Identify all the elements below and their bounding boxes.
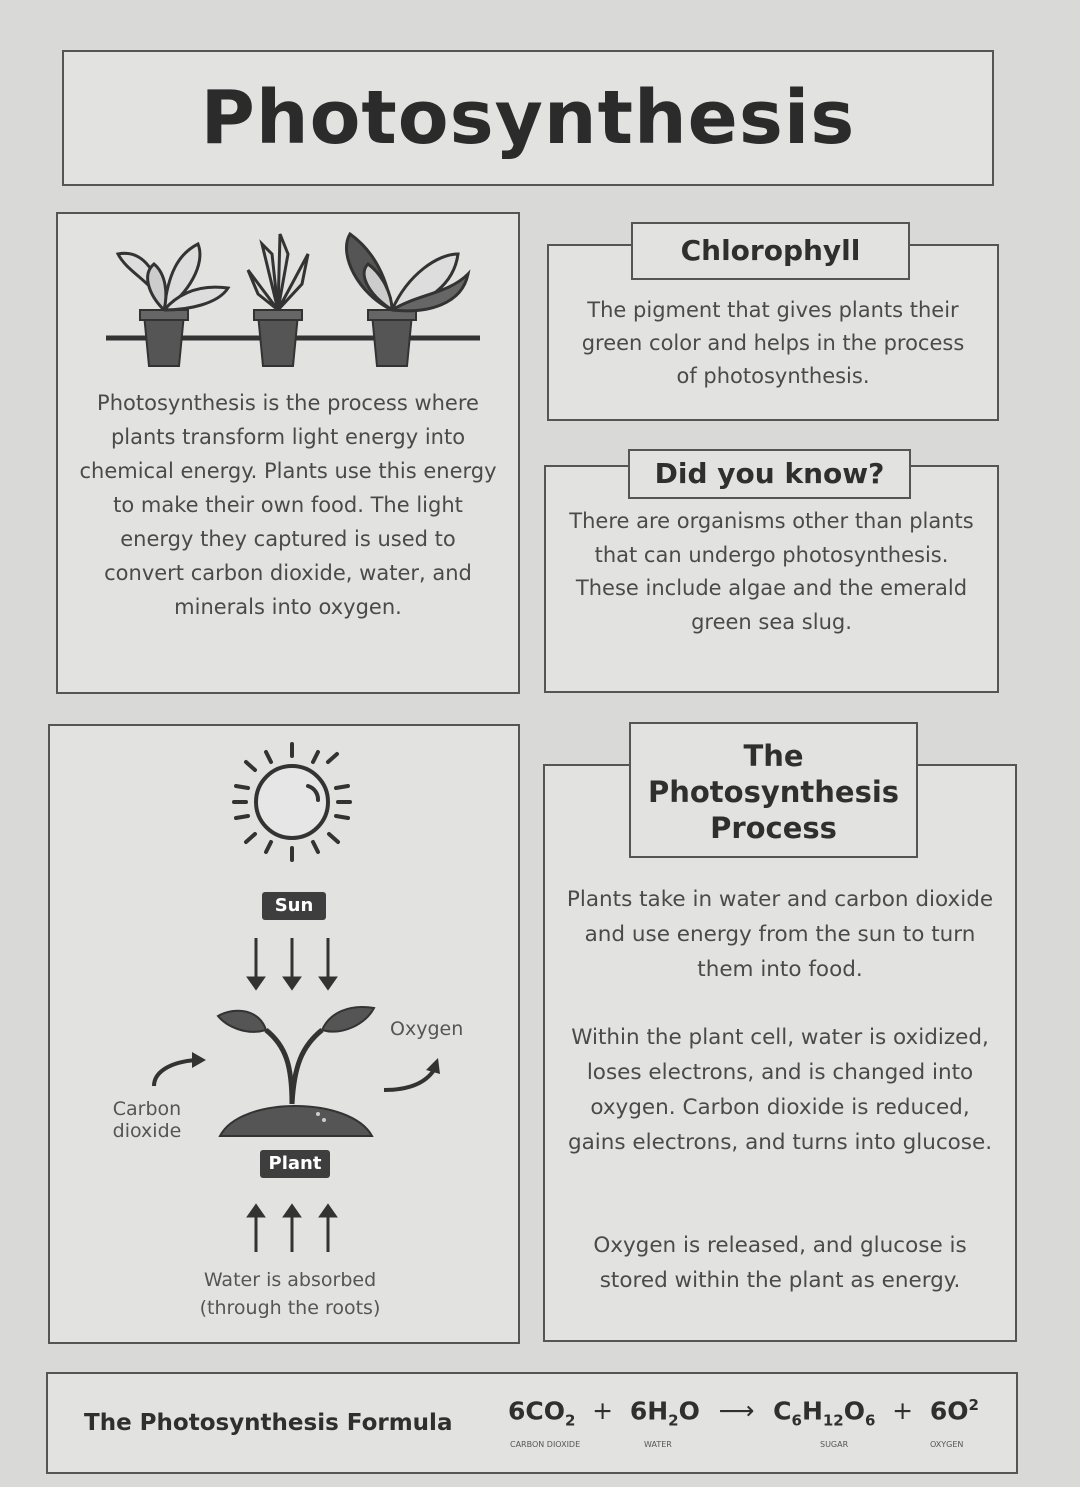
formula-card <box>46 1372 1018 1474</box>
arrow-up-icon <box>249 1206 335 1252</box>
sun-label: Sun <box>262 892 326 920</box>
reaction-arrow: ⟶ <box>718 1396 755 1426</box>
water-label <box>180 1266 400 1322</box>
arrow-down-icon <box>249 938 335 988</box>
did-you-know-heading: Did you know? <box>628 449 911 499</box>
oxygen-superscript: 2 <box>968 1396 979 1414</box>
caption-carbon-dioxide: CARBON DIOXIDE <box>510 1440 581 1449</box>
potted-plant-icon <box>346 234 468 366</box>
chlorophyll-heading: Chlorophyll <box>631 222 910 280</box>
h2o-term: 6H <box>629 1396 669 1426</box>
intro-card <box>56 212 520 694</box>
intro-paragraph: Photosynthesis is the process where plants transform light energy into chemical energy. Plants use this energy to make their own food. The light energy they captured is used to convert carbon dioxide, water, and minerals into oxygen. <box>79 391 497 619</box>
process-paragraph-3: Oxygen is released, and glucose is stored within the plant as energy. <box>593 1233 967 1293</box>
water-line1: Water is absorbed <box>203 1269 377 1291</box>
caption-oxygen: OXYGEN <box>930 1440 964 1449</box>
glucose-h: H <box>801 1396 823 1426</box>
process-heading <box>629 722 918 858</box>
oxygen-term: 6O <box>929 1396 969 1426</box>
co2-subscript: 2 <box>565 1411 576 1430</box>
h2o-term-o: O <box>678 1396 700 1426</box>
caption-water: WATER <box>644 1440 672 1449</box>
sun-icon <box>234 744 350 860</box>
water-line2: (through the roots) <box>199 1297 381 1319</box>
plus-sign: + <box>592 1396 614 1426</box>
chlorophyll-text: The pigment that gives plants their green color and helps in the process of photosynthesis. <box>581 298 965 388</box>
glucose-o: O <box>843 1396 866 1426</box>
page-title: Photosynthesis <box>200 75 856 161</box>
glucose-c: C <box>773 1396 792 1426</box>
process-heading-line1: The <box>743 739 804 773</box>
process-diagram <box>48 724 520 1344</box>
did-you-know-text: There are organisms other than plants that can undergo photosynthesis. These include algae and the emerald green sea slug. <box>569 509 974 634</box>
oxygen-label: Oxygen <box>390 1018 464 1040</box>
h2o-subscript: 2 <box>668 1411 679 1430</box>
process-heading-line2: Photosynthesis <box>647 775 900 809</box>
plus-sign: + <box>892 1396 914 1426</box>
glucose-c-sub: 6 <box>791 1411 802 1430</box>
potted-plant-icon <box>248 234 308 366</box>
carbon-dioxide-line1: Carbon <box>112 1098 182 1120</box>
carbon-dioxide-line2: dioxide <box>112 1120 182 1142</box>
glucose-h-sub: 12 <box>822 1411 844 1430</box>
formula-label: The Photosynthesis Formula <box>84 1410 453 1436</box>
process-heading-line3: Process <box>710 811 837 845</box>
formula-equation <box>508 1396 979 1429</box>
carbon-dioxide-label <box>102 1098 192 1142</box>
did-you-know-card <box>544 465 999 693</box>
plant-label: Plant <box>260 1150 330 1178</box>
co2-term: 6CO <box>508 1396 565 1426</box>
title-banner <box>62 50 994 186</box>
potted-plants-illustration <box>58 214 522 384</box>
glucose-o-sub: 6 <box>865 1411 876 1430</box>
caption-sugar: SUGAR <box>820 1440 849 1449</box>
process-paragraph-2: Within the plant cell, water is oxidized, loses electrons, and is changed into oxygen. Carbon dioxide is reduced, gains electrons, and turns into glucose. <box>567 1025 993 1155</box>
process-paragraph-1: Plants take in water and carbon dioxide and use energy from the sun to turn them into food. <box>566 887 994 982</box>
sprout-icon <box>218 1007 374 1136</box>
potted-plant-icon <box>118 244 228 366</box>
